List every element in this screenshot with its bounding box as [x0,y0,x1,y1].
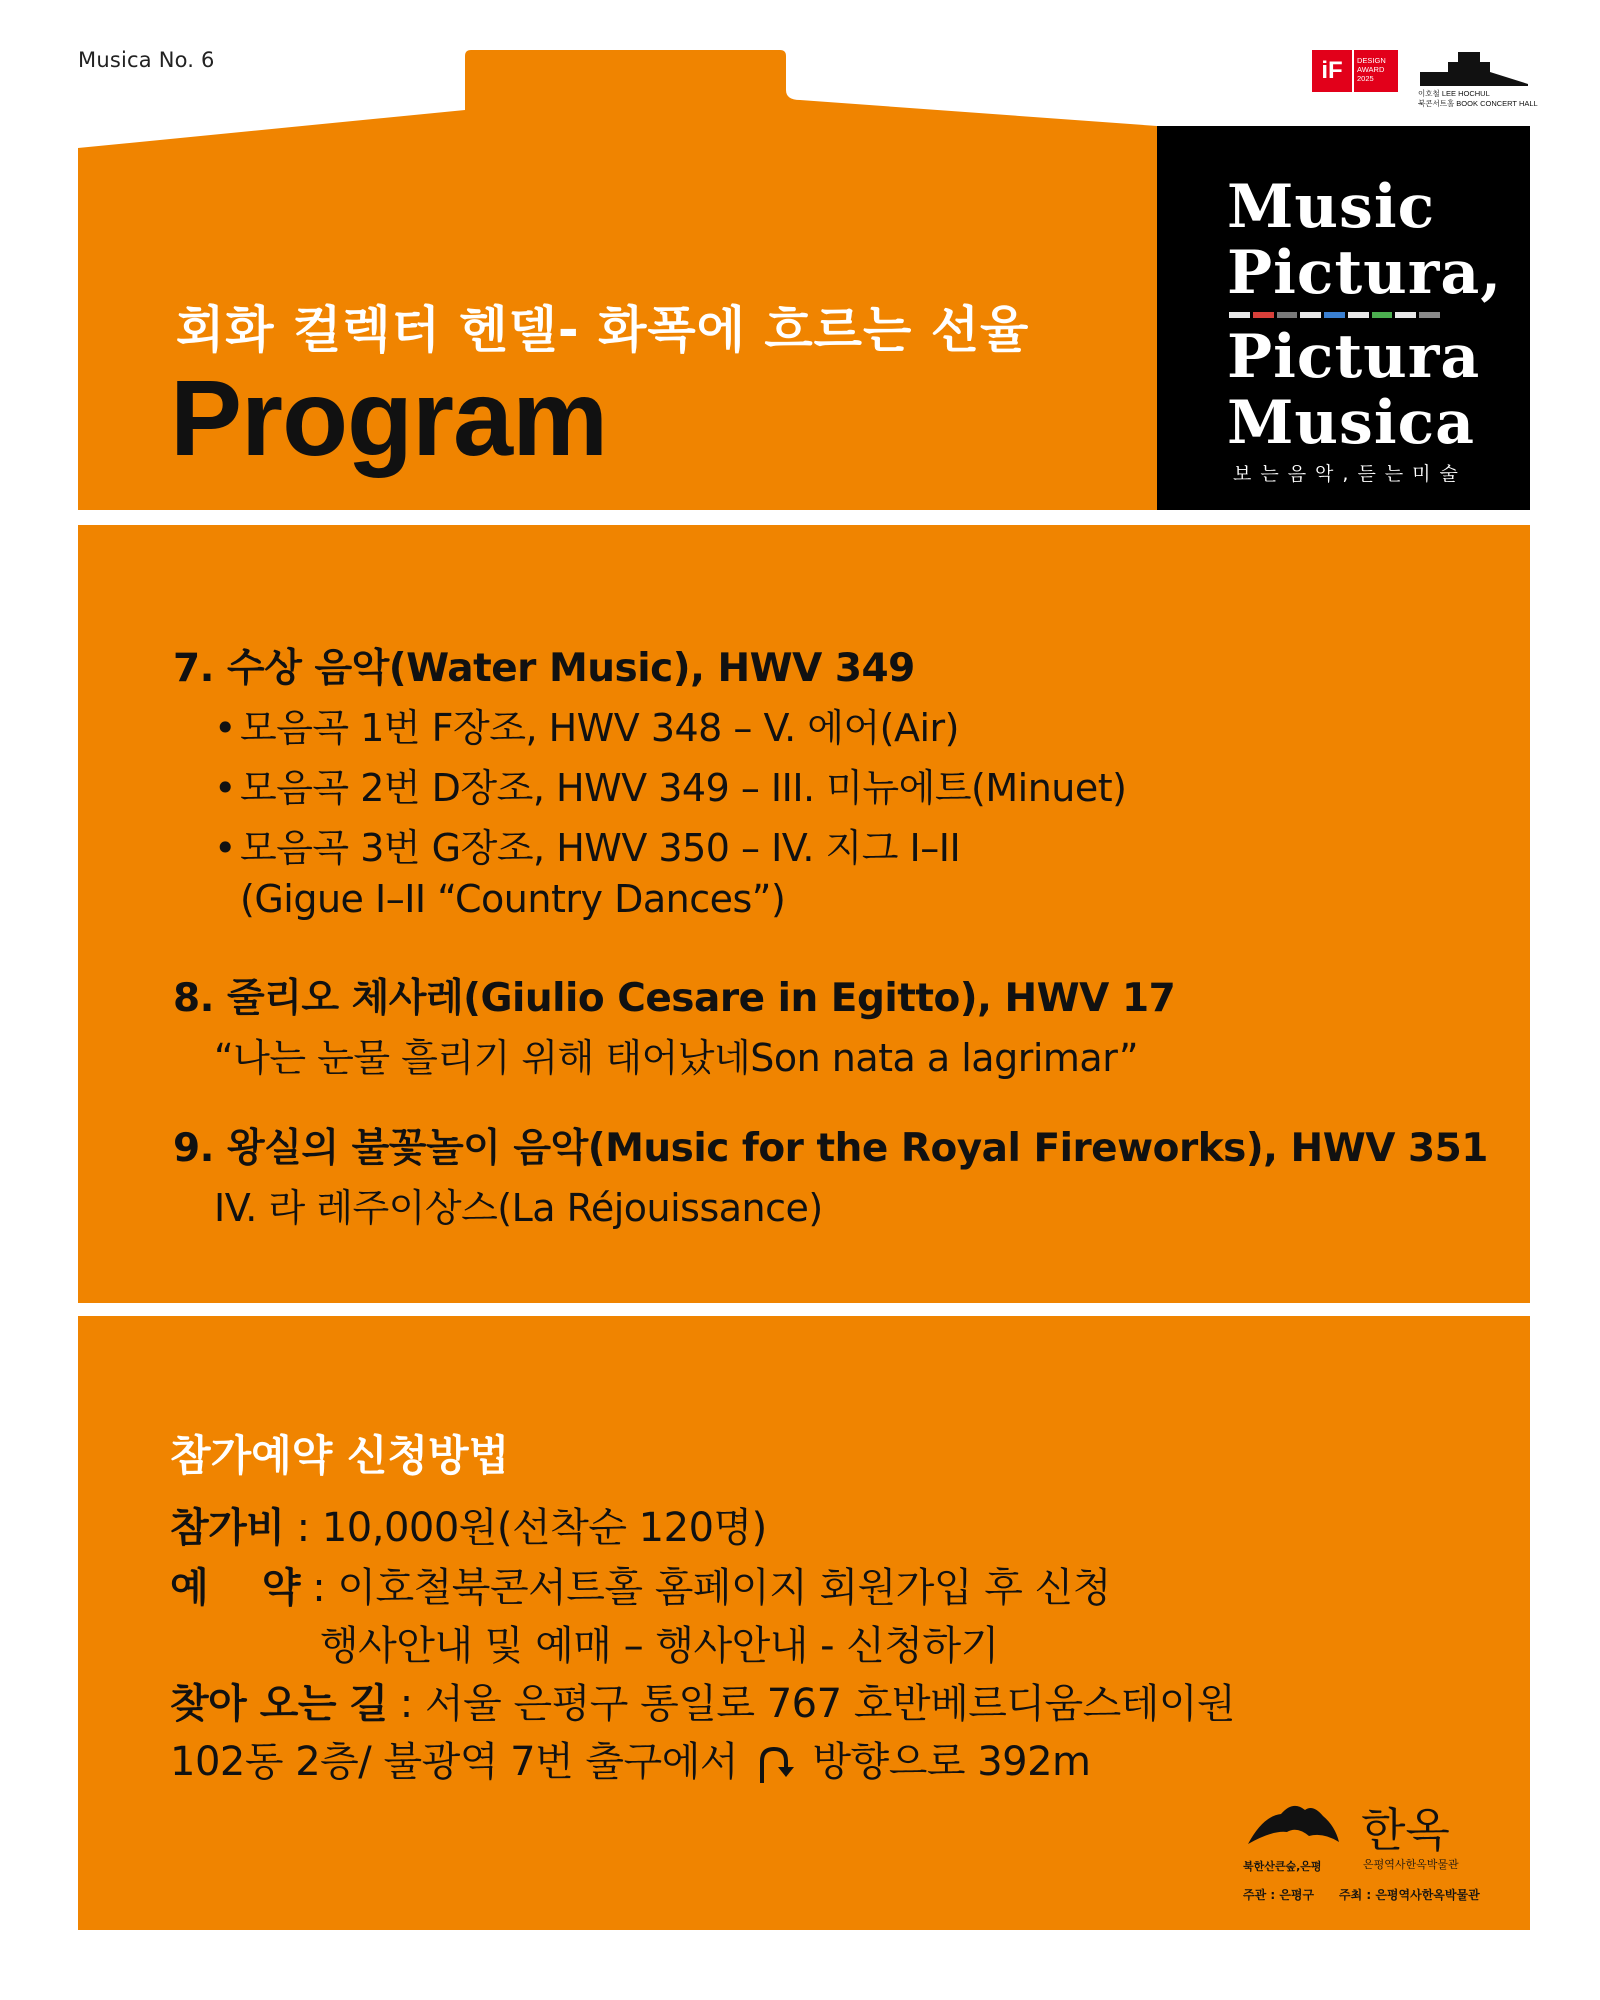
host-label: 주관 : 은평구 [1243,1888,1315,1902]
stripe-segment [1395,312,1416,318]
program-item-7-continuation: (Gigue I–II “Country Dances”) [240,877,786,921]
logo-line-2: Pictura, [1227,238,1503,308]
stripe-segment [1372,312,1393,318]
u-turn-right-icon [754,1743,794,1785]
hanok-museum-name: 은평역사한옥박물관 [1363,1858,1459,1871]
logo-tagline: 보는음악,듣는미술 [1233,463,1467,485]
bird-logo-icon [1243,1796,1343,1856]
program-item-7-bullet: • 모음곡 3번 G장조, HWV 350 – IV. 지그 I–II [214,826,961,870]
reservation-title: 참가예약 신청방법 [170,1431,510,1480]
program-item-9-title: 9. 왕실의 불꽃놀이 음악(Music for the Royal Fireworks), HWV 351 [173,1126,1488,1171]
footer-logos [1243,1796,1523,1916]
program-item-7-bullet: • 모음곡 1번 F장조, HWV 348 – V. 에어(Air) [214,706,960,750]
program-item-8-sub: “나는 눈물 흘리기 위해 태어났네Son nata a lagrimar” [214,1036,1139,1080]
stripe-segment [1229,312,1250,318]
program-item-7-title: 7. 수상 음악(Water Music), HWV 349 [173,646,915,691]
issue-number: Musica No. 6 [78,48,215,72]
event-title: 회화 컬렉터 헨델- 화폭에 흐르는 선율 [176,301,1030,359]
stripe-segment [1419,312,1440,318]
program-heading: Program [170,357,608,478]
reserve-line: 예 약 : 이호철북콘서트홀 홈페이지 회원가입 후 신청 [170,1565,1111,1611]
program-item-9-sub: IV. 라 레주이상스(La Réjouissance) [214,1186,823,1230]
directions-line: 찾아 오는 길 : 서울 은평구 통일로 767 호반베르디움스테이원 [170,1681,1236,1727]
if-mark: iF [1312,50,1352,92]
program-item-8-title: 8. 줄리오 체사레(Giulio Cesare in Egitto), HWV 17 [173,976,1176,1021]
eunpyeong-slogan: 북한산큰숲,은평 [1243,1860,1322,1873]
logo-line-1: Music [1227,172,1436,242]
organizer-label: 주최 : 은평역사한옥박물관 [1339,1888,1480,1902]
if-award-text: DESIGN AWARD 2025 [1354,50,1398,92]
program-item-7-bullet: • 모음곡 2번 D장조, HWV 349 – III. 미뉴에트(Minuet) [214,766,1127,810]
stripe-segment [1277,312,1298,318]
logo-line-3: Pictura [1227,322,1481,392]
stripe-segment [1253,312,1274,318]
logo-color-stripe [1229,312,1443,318]
fee-line: 참가비 : 10,000원(선착순 120명) [170,1505,767,1551]
program-panel [78,525,1530,1303]
directions-line-2: 102동 2층/ 불광역 7번 출구에서 방향으로 392m [170,1739,1091,1785]
concert-hall-building-icon [1418,50,1530,88]
concert-hall-logo: 이호철 LEE HOCHUL 북콘서트홀 BOOK CONCERT HALL [1418,50,1530,114]
reservation-info-panel [78,1316,1530,1930]
stripe-segment [1300,312,1321,318]
stripe-segment [1324,312,1345,318]
logo-line-4: Musica [1227,388,1476,458]
musica-pictura-logo [1157,126,1530,510]
if-design-award-logo [1312,50,1398,92]
hanok-logo-mark: 한옥 [1361,1803,1450,1857]
stripe-segment [1348,312,1369,318]
reserve-line-2: 행사안내 및 예매 – 행사안내 - 신청하기 [320,1623,999,1669]
